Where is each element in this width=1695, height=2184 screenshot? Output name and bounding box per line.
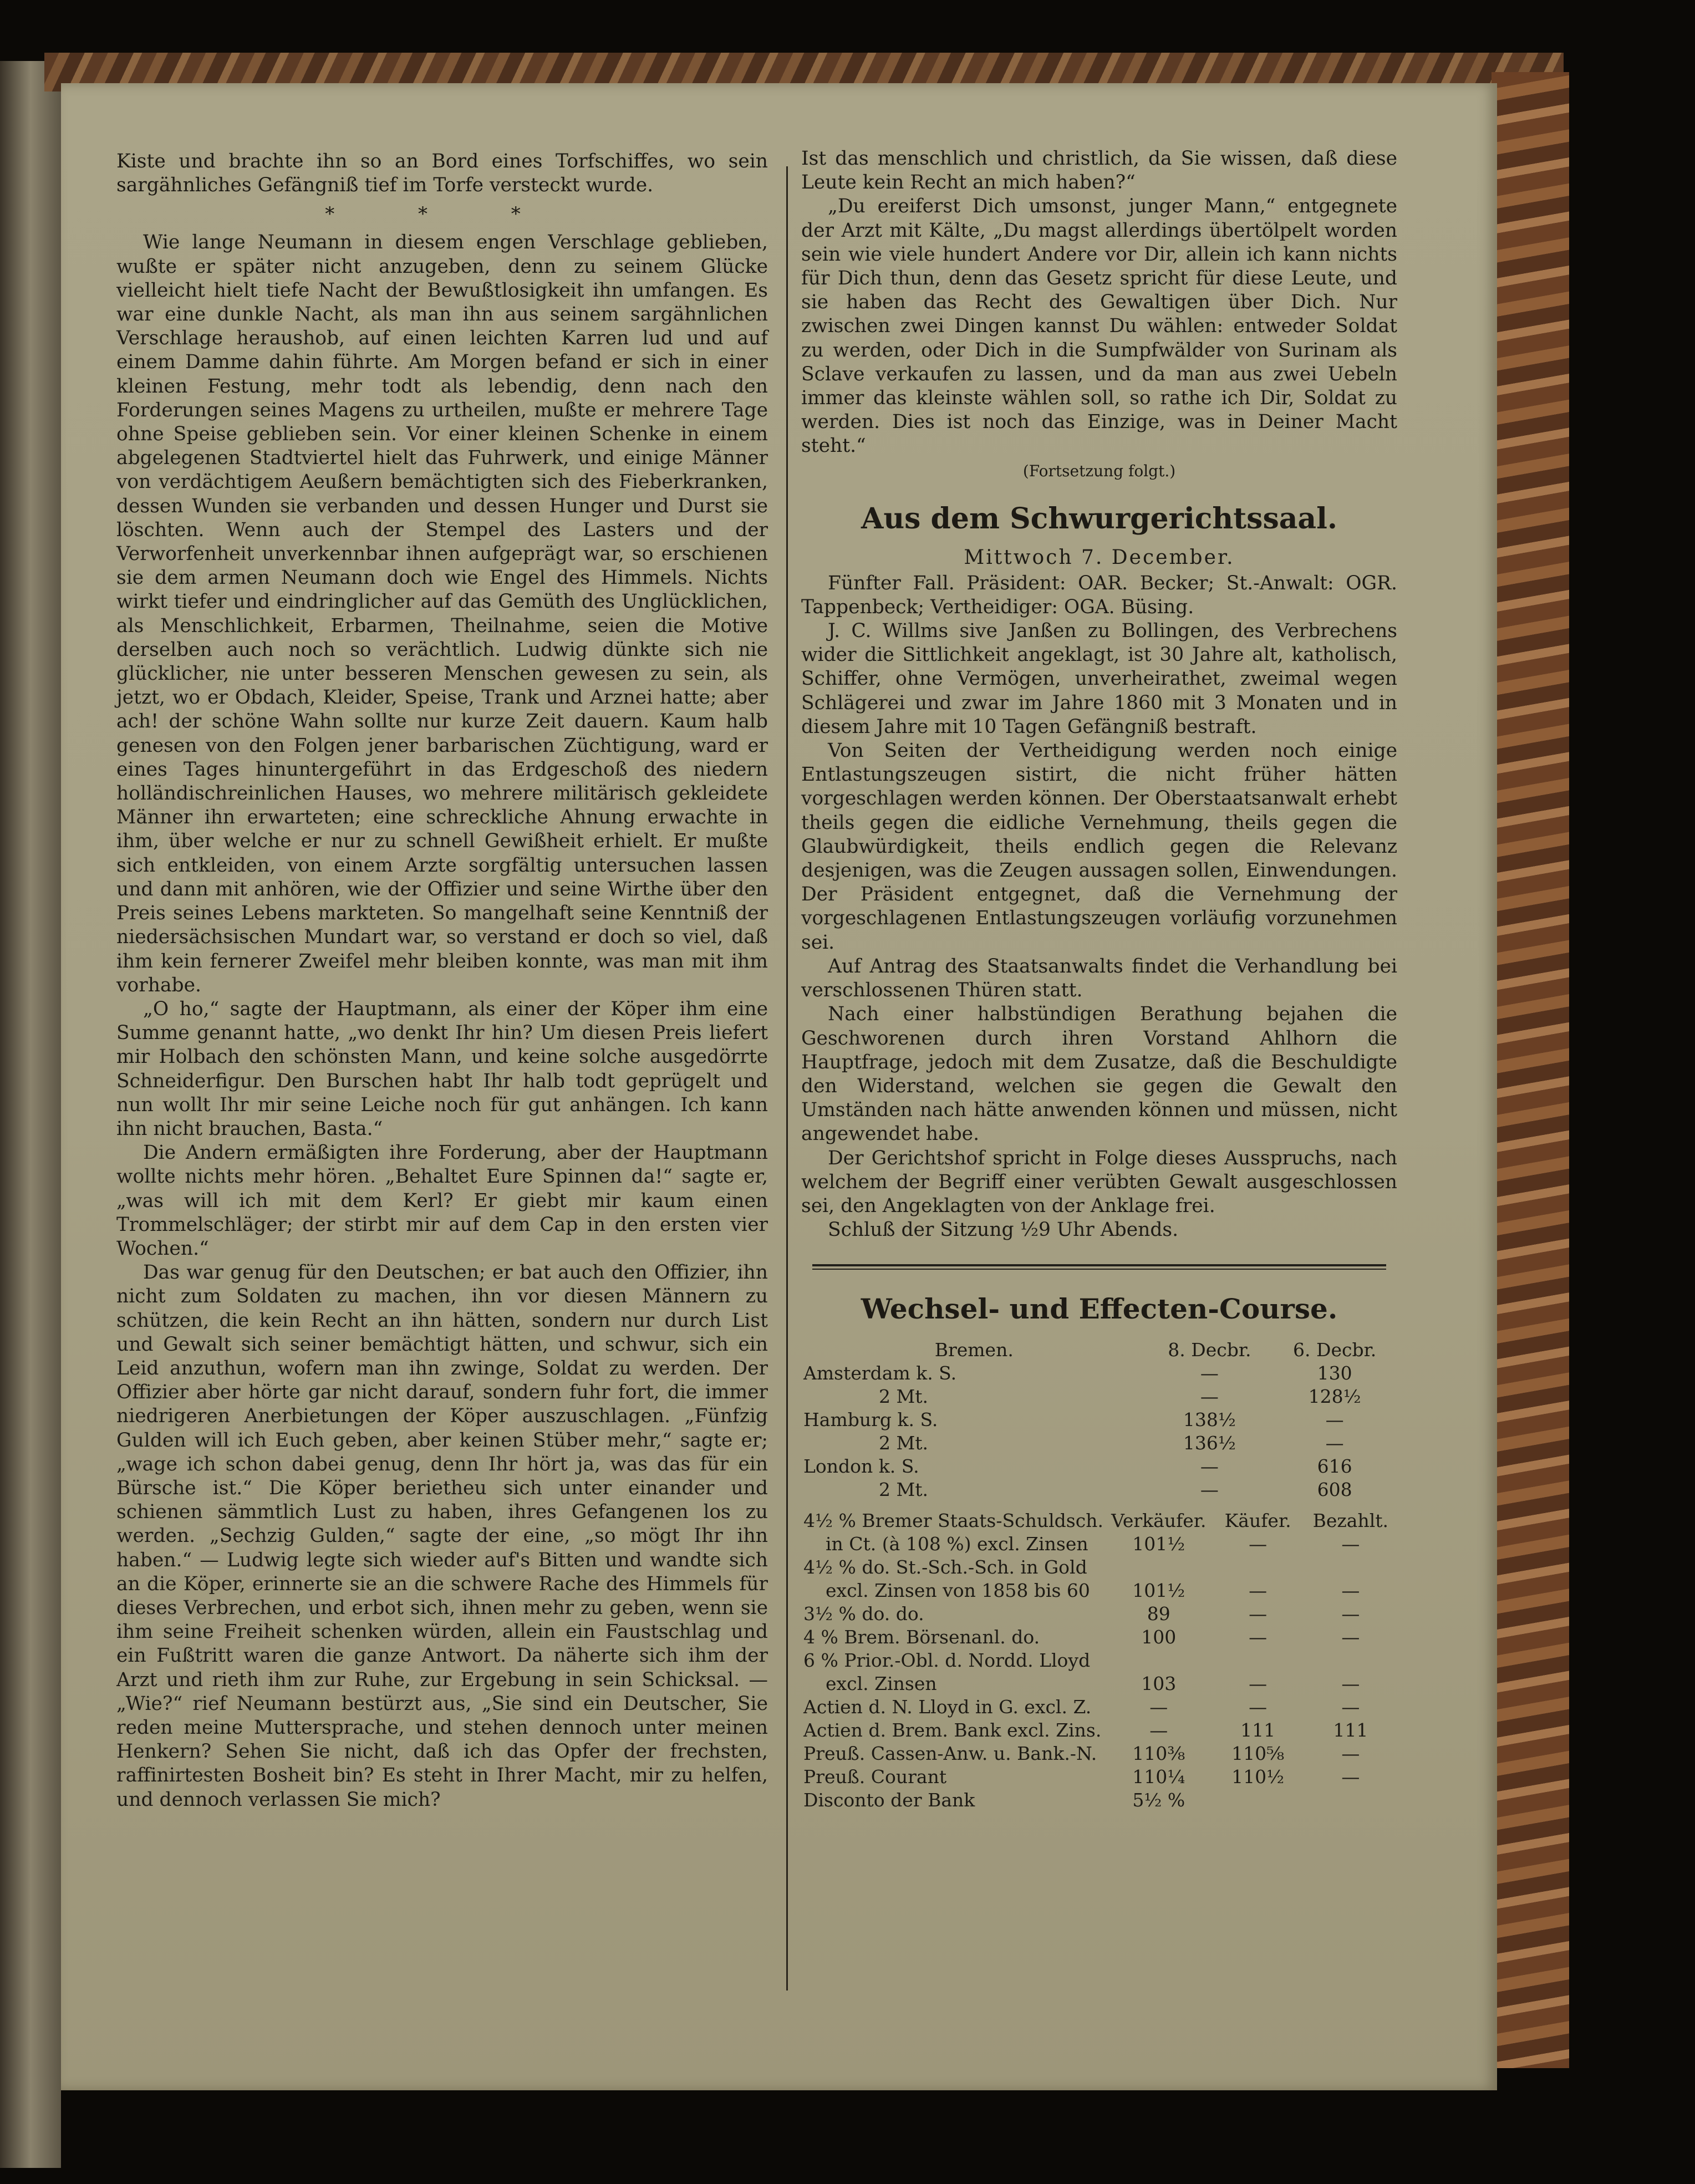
securities-header-paid: Bezahlt. <box>1312 1510 1389 1532</box>
security-seller: 103 <box>1141 1673 1177 1695</box>
security-row <box>801 1672 1397 1696</box>
security-row <box>801 1556 1397 1579</box>
court-date: Mittwoch 7. December. <box>964 546 1235 569</box>
security-label: 4½ % do. St.-Sch.-Sch. in Gold <box>803 1556 1087 1579</box>
bill-label: 2 Mt. <box>879 1479 929 1501</box>
court-paragraph-2: Von Seiten der Vertheidigung werden noch einige Entlastungszeugen sistirt, die nicht früher hätten vorgeschlagen werden können. Der Oberstaatsanwalt erhebt theils gegen die eidliche Vernehmung, theils gegen die Glaubwürdigkeit, theils endlich gegen die Relevanz desjenigen, was die Zeugen aussagen sollen, Einwendungen. Der Präsident entgegnet, daß die Vernehmung der vorgeschlagenen Entlastungszeugen vorläufig vorzunehmen sei. <box>801 740 1397 954</box>
security-buyer: — <box>1249 1533 1268 1555</box>
story-paragraph-6: „Du ereiferst Dich umsonst, junger Mann,“ entgegnete der Arzt mit Kälte, „Du magst allerdings übertölpelt worden sein wie viele hundert Andere vor Dir, allein ich kann nichts für Dich thun, denn das Gesetz spricht für diese Leute, und sie haben das Recht des Gewaltigen über Dich. Nur zwischen zwei Dingen kannst Du wählen: entweder Soldat zu werden, oder Dich in die Sumpfwälder von Surinam als Sclave verkaufen zu lassen, und da man aus zwei Uebeln immer das kleinste wählen soll, so rathe ich Dir, Soldat zu werden. Dies ist noch das Einzige, was in Deiner Macht steht.“ <box>801 195 1397 457</box>
column-divider <box>786 166 788 1990</box>
security-buyer <box>1212 1556 1304 1579</box>
bill-rate-dec6: 130 <box>1317 1362 1352 1384</box>
security-paid: — <box>1341 1580 1360 1602</box>
court-case-header: Fünfter Fall. Präsident: OAR. Becker; St.-Anwalt: OGR. Tappenbeck; Vertheidiger: OGA. Büsing. <box>801 572 1397 618</box>
story-paragraph-4: Das war genug für den Deutschen; er bat auch den Offizier, ihn nicht zum Soldaten zu machen, ihn vor diesen Männern zu schützen, die kein Recht an ihn hätten, sondern nur durch List und Gewalt sich seiner bemächtigt hätten, und schwur, sich ein Leid anzuthun, wofern man ihn zwinge, Soldat zu werden. Der Offizier aber hörte gar nicht darauf, sondern fuhr fort, die immer niedrigeren Anerbietungen der Köper auszuschlagen. „Fünfzig Gulden will ich Euch geben, aber keinen Stüber mehr,“ sagte er; „wage ich schon dabei genug, denn Ihr hört ja, was das für ein Bürsche ist.“ Die Köper berietheu sich unter einander und schienen sämmtlich Lust zu haben, ihres Gefangenen los zu werden. „Sechzig Gulden,“ sagte der eine, „so mögt Ihr ihn haben.“ — Ludwig legte sich wieder auf's Bitten und wandte sich an die Köper, erinnerte sie an die schwere Rache des Himmels für dieses Verbrechen, und erbot sich, ihnen mehr zu geben, wenn sie ihm seine Freiheit schenken würden, allein ein Faustschlag und ein Fußtritt waren die ganze Antwort. Da näherte sich ihm der Arzt und rieth ihm zur Ruhe, zur Ergebung in sein Schicksal. — „Wie?“ rief Neumann bestürzt aus, „Sie sind ein Deutscher, Sie reden meine Muttersprache, und stehen dennoch unter meinen Henkern? Sehen Sie nicht, daß ich das Opfer der frechsten, raffinirtesten Bosheit bin? Es steht in Ihrer Macht, mir zu helfen, und dennoch verlassen Sie mich? <box>116 1261 768 1811</box>
security-seller: 5½ % <box>1132 1789 1185 1811</box>
security-seller: 110⅜ <box>1132 1743 1185 1765</box>
bill-rate-dec8: 136½ <box>1183 1432 1236 1454</box>
security-paid: — <box>1341 1673 1360 1695</box>
security-paid <box>1304 1556 1397 1579</box>
security-row <box>801 1579 1397 1602</box>
security-buyer: — <box>1249 1696 1268 1718</box>
book-binding <box>0 61 61 2168</box>
story-paragraph-2: „O ho,“ sagte der Hauptmann, als einer der Köper ihm eine Summe genannt hatte, „wo denkt Ihr hin? Um diesen Preis liefert mir Holbach den schönsten Mann, und keine solche ausgedörrte Schneiderfigur. Den Burschen habt Ihr halb todt geprügelt und nun wollt Ihr mir seine Leiche noch für gut anhängen. Ich kann ihn nicht brauchen, Basta.“ <box>116 997 768 1140</box>
security-label: Preuß. Cassen-Anw. u. Bank.-N. <box>803 1743 1097 1765</box>
exchange-rates-table <box>801 1338 1397 1501</box>
rates-header-date2: 6. Decbr. <box>1293 1339 1377 1361</box>
security-seller: 101½ <box>1132 1533 1185 1555</box>
court-section-title: Aus dem Schwurgerichtssaal. <box>861 501 1337 536</box>
rates-header-date1: 8. Decbr. <box>1168 1339 1251 1361</box>
story-paragraph-5: Ist das menschlich und christlich, da Sie wissen, daß diese Leute kein Recht an mich haben?“ <box>801 147 1397 194</box>
security-label: Disconto der Bank <box>803 1789 975 1811</box>
section-stars: * * * <box>325 203 559 226</box>
security-seller <box>1106 1649 1212 1672</box>
bill-rate-row <box>801 1455 1397 1478</box>
securities-table <box>801 1509 1397 1812</box>
section-double-rule <box>812 1264 1386 1270</box>
newspaper-page <box>61 83 1497 2090</box>
securities-header-buyer: Käufer. <box>1224 1510 1291 1532</box>
bill-label: London k. S. <box>803 1455 919 1478</box>
security-paid <box>1304 1789 1397 1812</box>
security-buyer <box>1212 1789 1304 1812</box>
bill-label: 2 Mt. <box>879 1386 929 1408</box>
bill-rate-row <box>801 1385 1397 1408</box>
security-buyer: — <box>1249 1580 1268 1602</box>
securities-header-row <box>801 1509 1397 1533</box>
bill-label: Hamburg k. S. <box>803 1409 938 1431</box>
security-label: Actien d. N. Lloyd in G. excl. Z. <box>803 1696 1092 1718</box>
story-paragraph-3: Die Andern ermäßigten ihre Forderung, aber der Hauptmann wollte nichts mehr hören. „Behaltet Eure Spinnen da!“ sagte er, „was will ich mit dem Kerl? Er giebt mir kaum einen Trommelschläger; der stirbt mir auf dem Cap in den ersten vier Wochen.“ <box>116 1142 768 1260</box>
bill-label: Amsterdam k. S. <box>803 1362 957 1384</box>
security-label: 3½ % do. do. <box>803 1603 924 1625</box>
bill-rate-dec6: 608 <box>1317 1479 1352 1501</box>
security-seller: 101½ <box>1132 1580 1185 1602</box>
left-column <box>116 150 768 1812</box>
security-label: Actien d. Brem. Bank excl. Zins. <box>803 1719 1102 1742</box>
security-label: excl. Zinsen <box>826 1673 937 1695</box>
bill-rate-dec6: — <box>1325 1432 1344 1454</box>
security-row <box>801 1719 1397 1742</box>
bill-rate-row <box>801 1362 1397 1385</box>
security-paid: — <box>1341 1603 1360 1625</box>
security-buyer <box>1212 1649 1304 1672</box>
court-paragraph-5: Der Gerichtshof spricht in Folge dieses Ausspruchs, nach welchem der Begriff einer verübten Gewalt ausgeschlossen sei, den Angeklagten von der Anklage frei. <box>801 1147 1397 1217</box>
court-paragraph-6: Schluß der Sitzung ½9 Uhr Abends. <box>828 1219 1179 1241</box>
bill-rate-dec8: — <box>1200 1386 1219 1408</box>
story-paragraph-open: Kiste und brachte ihn so an Bord eines Torfschiffes, wo sein sargähnliches Gefängniß tief im Torfe versteckt wurde. <box>116 150 768 197</box>
security-buyer: — <box>1249 1673 1268 1695</box>
bill-rate-dec8: — <box>1200 1362 1219 1384</box>
security-buyer: — <box>1249 1603 1268 1625</box>
security-row <box>801 1533 1397 1556</box>
security-paid: 111 <box>1333 1719 1368 1742</box>
security-label: 4 % Brem. Börsenanl. do. <box>803 1626 1040 1648</box>
bill-rate-row <box>801 1478 1397 1501</box>
security-row <box>801 1789 1397 1812</box>
security-buyer: 110⅝ <box>1231 1743 1285 1765</box>
security-row <box>801 1626 1397 1649</box>
security-paid: — <box>1341 1766 1360 1788</box>
security-row <box>801 1742 1397 1765</box>
bill-rate-dec6: — <box>1325 1409 1344 1431</box>
bill-label: 2 Mt. <box>879 1432 929 1454</box>
bill-rate-row <box>801 1408 1397 1432</box>
court-paragraph-3: Auf Antrag des Staatsanwalts findet die Verhandlung bei verschlossenen Thüren statt. <box>801 955 1397 1002</box>
security-paid: — <box>1341 1533 1360 1555</box>
rates-title: Wechsel- und Effecten-Course. <box>861 1292 1338 1326</box>
security-seller: 89 <box>1147 1603 1170 1625</box>
security-seller: — <box>1149 1696 1168 1718</box>
bill-rate-dec8: — <box>1200 1479 1219 1501</box>
security-label: in Ct. (à 108 %) excl. Zinsen <box>826 1533 1088 1555</box>
security-paid: — <box>1341 1626 1360 1648</box>
security-row <box>801 1649 1397 1672</box>
security-row <box>801 1765 1397 1789</box>
bill-rate-row <box>801 1432 1397 1455</box>
security-paid <box>1304 1649 1397 1672</box>
security-seller: — <box>1149 1719 1168 1742</box>
rates-header-place: Bremen. <box>934 1339 1014 1361</box>
continuation-note: (Fortsetzung folgt.) <box>1022 461 1176 480</box>
security-buyer: 110½ <box>1231 1766 1285 1788</box>
securities-header-seller: Verkäufer. <box>1111 1510 1207 1532</box>
bill-rate-dec8: — <box>1200 1455 1219 1478</box>
bill-rate-dec6: 616 <box>1317 1455 1352 1478</box>
court-paragraph-4: Nach einer halbstündigen Berathung bejahen die Geschworenen durch ihren Vorstand Ahlhorn die Hauptfrage, jedoch mit dem Zusatze, daß die Beschuldigte den Widerstand, welchen sie gegen die Gewalt den Umständen nach hätte anwenden können und müssen, nicht angewendet habe. <box>801 1003 1397 1146</box>
security-paid: — <box>1341 1743 1360 1765</box>
rates-header-row <box>801 1338 1397 1362</box>
bill-rate-dec8: 138½ <box>1183 1409 1236 1431</box>
security-seller <box>1106 1556 1212 1579</box>
security-seller: 100 <box>1141 1626 1177 1648</box>
security-row <box>801 1696 1397 1719</box>
security-buyer: 111 <box>1240 1719 1276 1742</box>
bill-rate-dec6: 128½ <box>1308 1386 1361 1408</box>
security-row <box>801 1602 1397 1626</box>
securities-header-label: 4½ % Bremer Staats-Schuldsch. <box>803 1510 1103 1532</box>
security-paid: — <box>1341 1696 1360 1718</box>
marbled-cover-edge <box>1492 72 1569 2068</box>
security-seller: 110¼ <box>1132 1766 1185 1788</box>
security-label: excl. Zinsen von 1858 bis 60 <box>826 1580 1090 1602</box>
court-paragraph-1: J. C. Willms sive Janßen zu Bollingen, des Verbrechens wider die Sittlichkeit angeklagt, ist 30 Jahre alt, katholisch, Schiffer, ohne Vermögen, unverheirathet, zweimal wegen Schlägerei und zwar im Jahre 1860 mit 3 Monaten und in diesem Jahre mit 10 Tagen Gefängniß bestraft. <box>801 620 1397 738</box>
security-buyer: — <box>1249 1626 1268 1648</box>
right-column <box>801 147 1397 1812</box>
security-label: Preuß. Courant <box>803 1766 947 1788</box>
security-label: 6 % Prior.-Obl. d. Nordd. Lloyd <box>803 1650 1091 1672</box>
story-paragraph-1: Wie lange Neumann in diesem engen Verschlage geblieben, wußte er später nicht anzugeben, denn zu seinem Glücke vielleicht hielt tiefe Nacht der Bewußtlosigkeit ihn umfangen. Es war eine dunkle Nacht, als man ihn aus seinem sargähnlichen Verschlage heraushob, auf einen leichten Karren lud und auf einem Damme dahin führte. Am Morgen befand er sich in einer kleinen Festung, mehr todt als lebendig, denn nach den Forderungen seines Magens zu urtheilen, mußte er mehrere Tage ohne Speise geblieben sein. Vor einer kleinen Schenke in einem abgelegenen Stadtviertel hielt das Fuhrwerk, und einige Männer von verdächtigem Aeußern bemächtigten sich des Fieberkranken, dessen Wunden sie verbanden und dessen Hunger und Durst sie löschten. Wenn auch der Stempel des Lasters und der Verworfenheit unverkennbar ihnen aufgeprägt war, so erschienen sie dem armen Neumann doch wie Engel des Himmels. Nichts wirkt tiefer und eindringlicher auf das Gemüth des Unglücklichen, als Menschlichkeit, Erbarmen, Theilnahme, seien die Motive derselben auch noch so verächtlich. Ludwig dünkte sich nie glücklicher, nie unter besseren Menschen gewesen zu sein, als jetzt, wo er Obdach, Kleider, Speise, Trank und Arznei hatte; aber ach! der schöne Wahn sollte nur kurze Zeit dauern. Kaum halb genesen von den Folgen jener barbarischen Züchtigung, ward er eines Tages hinuntergeführt in das Erdgeschoß des niedern holländischreinlichen Hauses, wo mehrere militärisch gekleidete Männer ihn erwarteten; eine schreckliche Ahnung erwachte in ihm, über welche er nur zu schnell Gewißheit erhielt. Er mußte sich entkleiden, von einem Arzte sorgfältig untersuchen lassen und dann mit anhören, wie der Offizier und seine Wirthe über den Preis seines Lebens markteten. So mangelhaft seine Kenntniß der niedersächsischen Mundart war, so verstand er doch so viel, daß ihm kein fernerer Zweifel mehr bleiben konnte, was man mit ihm vorhabe. <box>116 231 768 996</box>
